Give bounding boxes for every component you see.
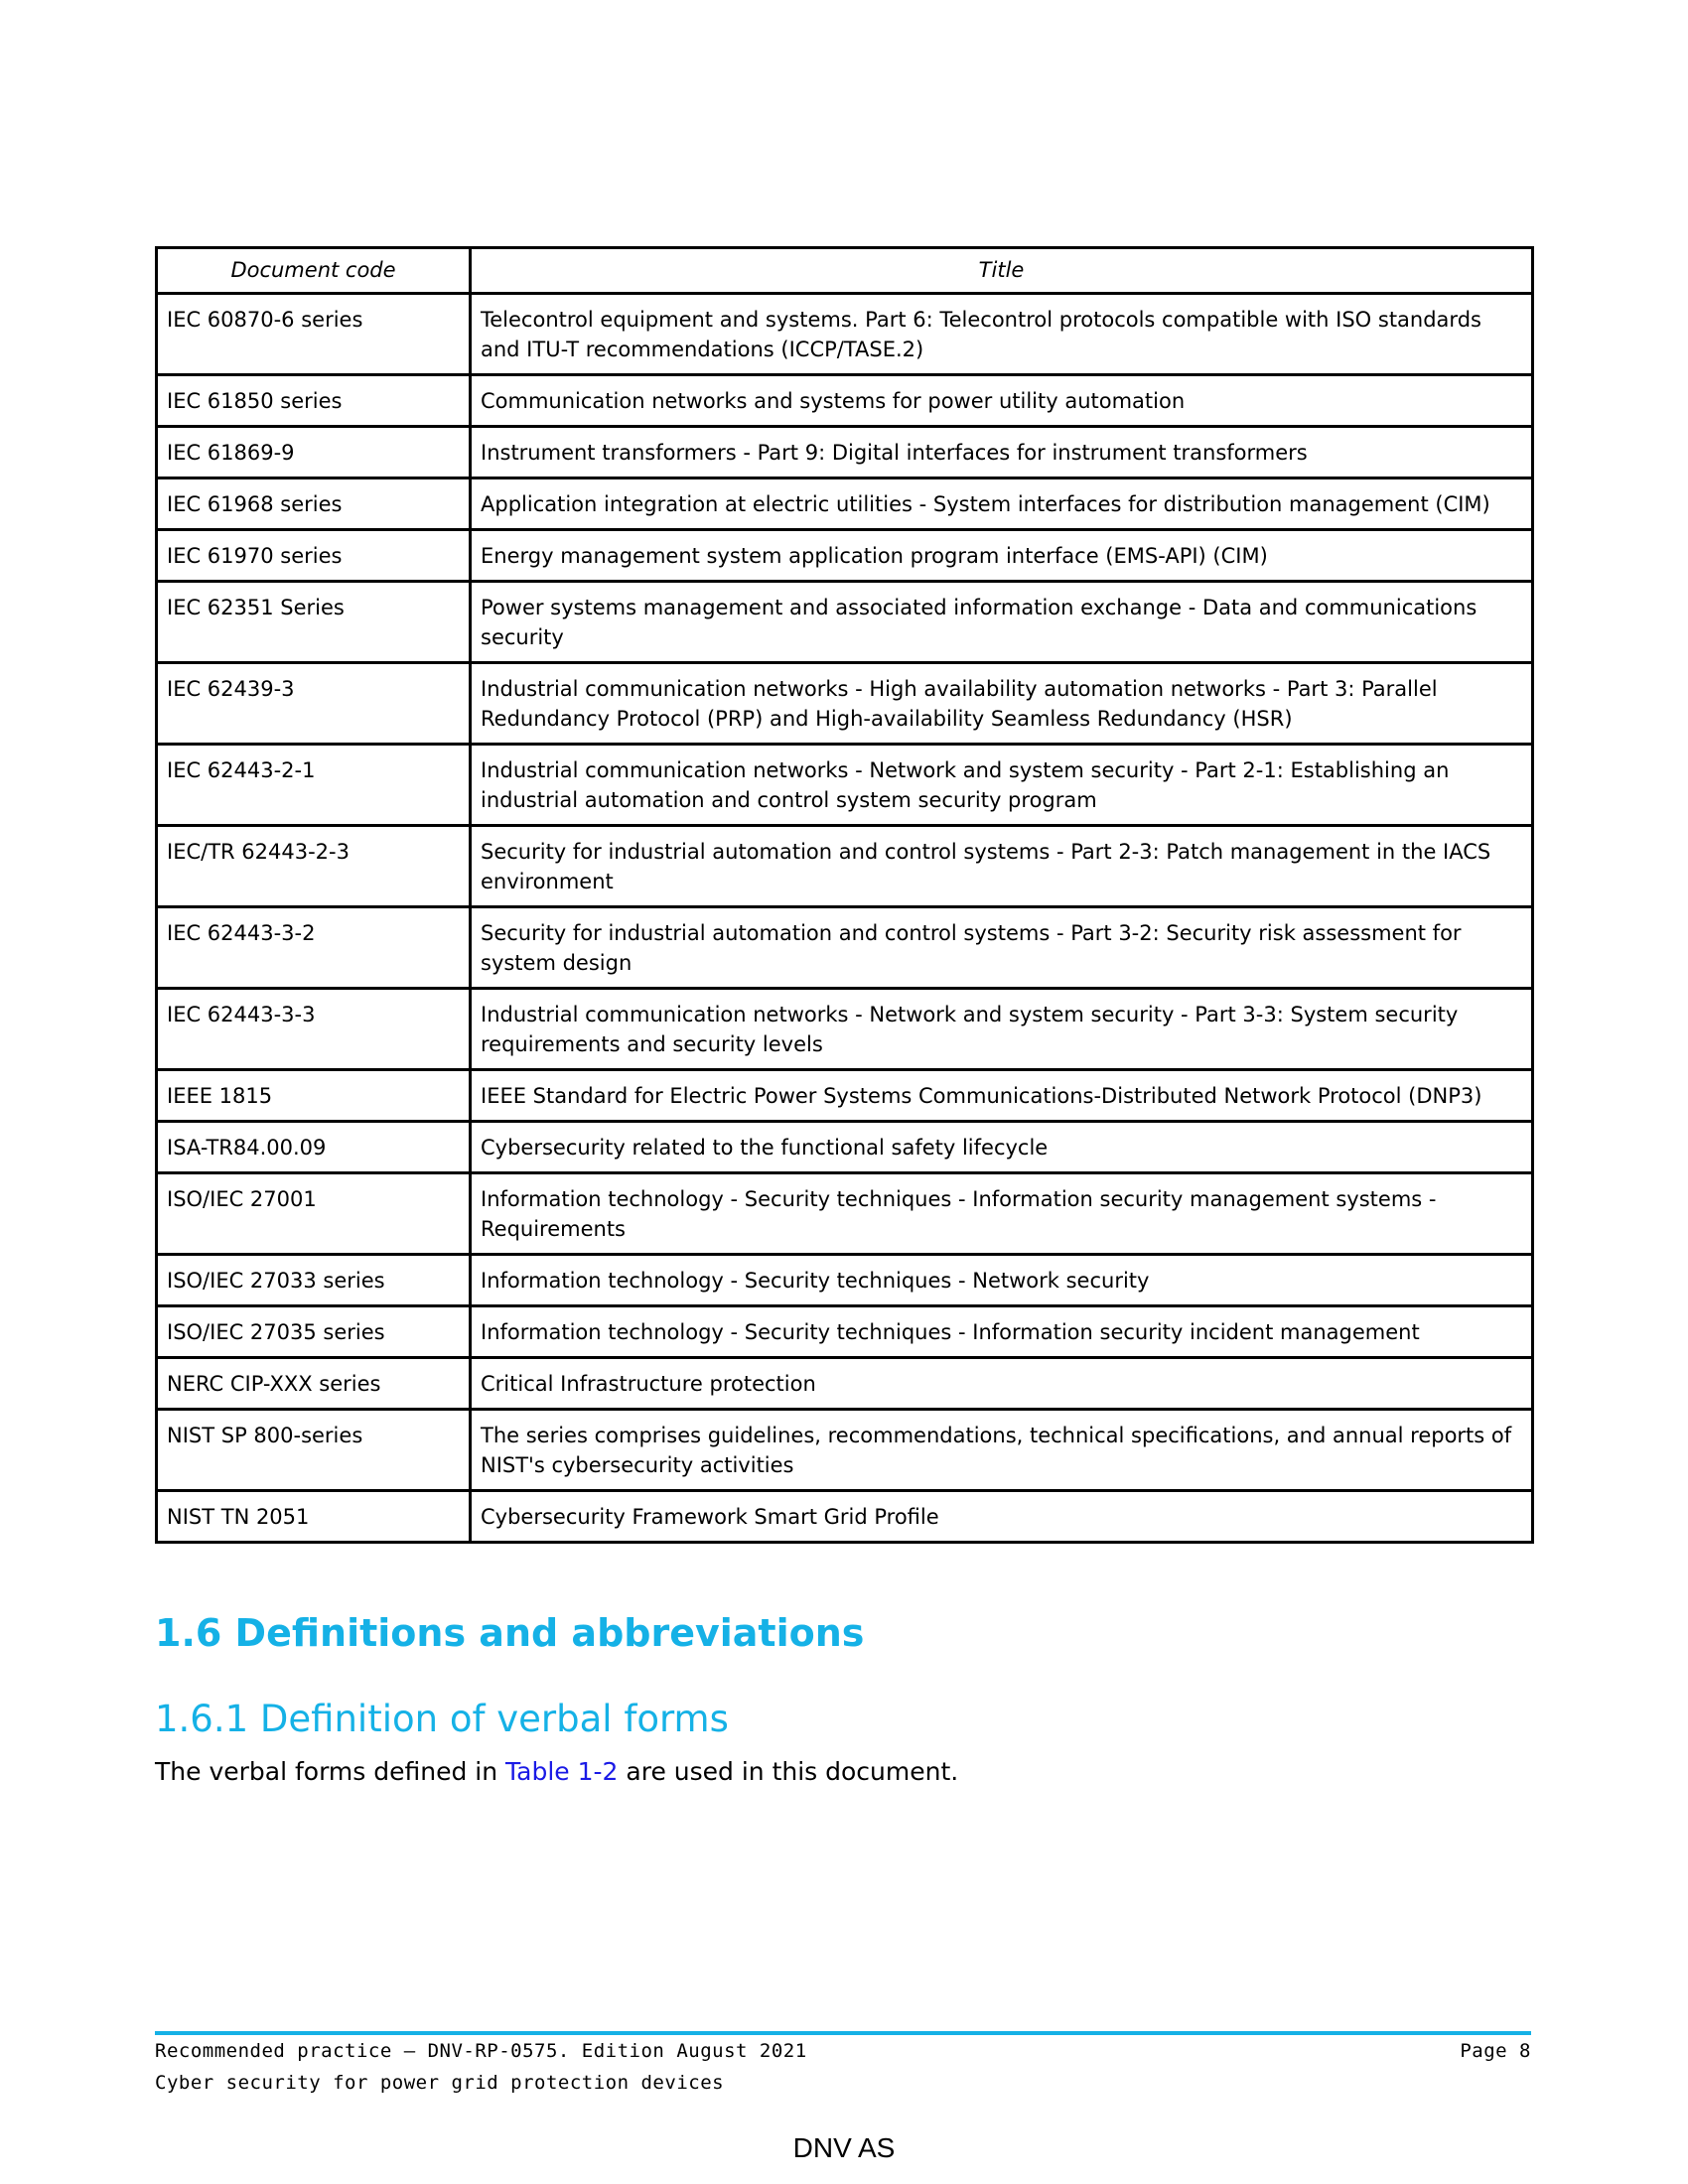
cell-title: Energy management system application program interface (EMS-API) (CIM) [471, 530, 1533, 582]
table-row [157, 1306, 1533, 1358]
cell-document-code: NIST SP 800-series [157, 1410, 471, 1491]
table-row [157, 1070, 1533, 1122]
page-number: Page 8 [1460, 2040, 1531, 2062]
table-header-row [157, 248, 1533, 294]
cell-title: Industrial communication networks - Network and system security - Part 2-1: Establishing an industrial automation and control system security program [471, 745, 1533, 826]
cell-title: Information technology - Security techniques - Information security incident management [471, 1306, 1533, 1358]
cell-document-code: IEC 62443-3-3 [157, 989, 471, 1070]
cell-title: Industrial communication networks - Network and system security - Part 3-3: System security requirements and security levels [471, 989, 1533, 1070]
table-row [157, 663, 1533, 745]
cell-document-code: IEC/TR 62443-2-3 [157, 826, 471, 907]
cell-document-code: ISA-TR84.00.09 [157, 1122, 471, 1173]
table-row [157, 427, 1533, 478]
table-row [157, 1122, 1533, 1173]
cell-title: IEEE Standard for Electric Power Systems Communications-Distributed Network Protocol (DNP3) [471, 1070, 1533, 1122]
cell-title: Critical Infrastructure protection [471, 1358, 1533, 1410]
cell-document-code: NIST TN 2051 [157, 1491, 471, 1543]
cell-title: Cybersecurity related to the functional safety lifecycle [471, 1122, 1533, 1173]
table-row [157, 826, 1533, 907]
cell-title: Telecontrol equipment and systems. Part 6: Telecontrol protocols compatible with ISO standards and ITU-T recommendations (ICCP/TASE.2) [471, 294, 1533, 375]
table-row [157, 582, 1533, 663]
table-row [157, 530, 1533, 582]
footer-document-reference: Recommended practice — DNV-RP-0575. Edition August 2021 [155, 2040, 807, 2062]
company-name: DNV AS [792, 2132, 896, 2163]
body-text-after: are used in this document. [618, 1757, 959, 1786]
table-row [157, 1491, 1533, 1543]
table-row [157, 989, 1533, 1070]
table-row [157, 907, 1533, 989]
cell-title: Instrument transformers - Part 9: Digital interfaces for instrument transformers [471, 427, 1533, 478]
cell-title: Industrial communication networks - High availability automation networks - Part 3: Parallel Redundancy Protocol (PRP) and High-availability Seamless Redundancy (HSR) [471, 663, 1533, 745]
cell-document-code: IEC 62443-3-2 [157, 907, 471, 989]
cell-title: Application integration at electric utilities - System interfaces for distribution management (CIM) [471, 478, 1533, 530]
table-row [157, 478, 1533, 530]
cell-document-code: IEC 62439-3 [157, 663, 471, 745]
table-row [157, 1255, 1533, 1306]
cell-document-code: IEC 62443-2-1 [157, 745, 471, 826]
cell-title: Power systems management and associated information exchange - Data and communications security [471, 582, 1533, 663]
cell-document-code: IEC 61850 series [157, 375, 471, 427]
section-heading: 1.6 Definitions and abbreviations [155, 1611, 865, 1655]
cell-document-code: IEC 60870-6 series [157, 294, 471, 375]
cell-document-code: ISO/IEC 27033 series [157, 1255, 471, 1306]
body-paragraph [155, 1755, 958, 1789]
table-reference-link[interactable]: Table 1-2 [505, 1757, 619, 1786]
header-title: Title [471, 248, 1533, 294]
cell-title: The series comprises guidelines, recommendations, technical specifications, and annual reports of NIST's cybersecurity activities [471, 1410, 1533, 1491]
cell-document-code: IEC 61968 series [157, 478, 471, 530]
header-document-code: Document code [157, 248, 471, 294]
table-row [157, 1410, 1533, 1491]
footer-document-title: Cyber security for power grid protection devices [155, 2072, 725, 2094]
cell-document-code: ISO/IEC 27001 [157, 1173, 471, 1255]
cell-title: Communication networks and systems for power utility automation [471, 375, 1533, 427]
cell-title: Cybersecurity Framework Smart Grid Profile [471, 1491, 1533, 1543]
cell-document-code: ISO/IEC 27035 series [157, 1306, 471, 1358]
cell-title: Information technology - Security techniques - Information security management systems - Requirements [471, 1173, 1533, 1255]
footer-divider [155, 2031, 1531, 2035]
reference-documents-table [155, 246, 1534, 1544]
table-row [157, 294, 1533, 375]
cell-document-code: IEEE 1815 [157, 1070, 471, 1122]
body-text-before: The verbal forms defined in [155, 1757, 506, 1786]
table-row [157, 1173, 1533, 1255]
cell-document-code: IEC 62351 Series [157, 582, 471, 663]
cell-document-code: IEC 61970 series [157, 530, 471, 582]
cell-title: Security for industrial automation and control systems - Part 3-2: Security risk assessment for system design [471, 907, 1533, 989]
subsection-heading: 1.6.1 Definition of verbal forms [155, 1698, 729, 1740]
cell-document-code: IEC 61869-9 [157, 427, 471, 478]
table-row [157, 1358, 1533, 1410]
table-row [157, 745, 1533, 826]
table-row [157, 375, 1533, 427]
cell-title: Security for industrial automation and control systems - Part 2-3: Patch management in the IACS environment [471, 826, 1533, 907]
cell-document-code: NERC CIP-XXX series [157, 1358, 471, 1410]
cell-title: Information technology - Security techniques - Network security [471, 1255, 1533, 1306]
